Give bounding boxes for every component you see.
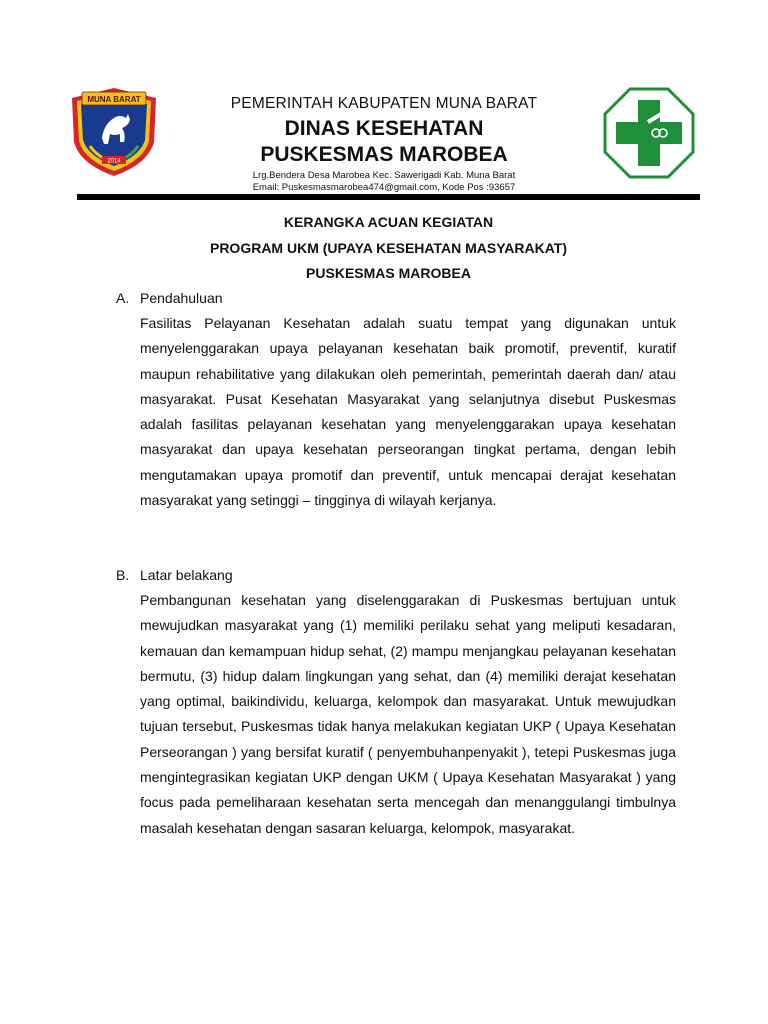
section-letter: B. xyxy=(116,567,130,583)
document-title xyxy=(77,210,700,287)
title-line-2: PROGRAM UKM (UPAYA KESEHATAN MASYARAKAT) xyxy=(209,239,568,256)
section-letter: A. xyxy=(116,290,130,306)
emblem-year-text: 2014 xyxy=(107,158,121,165)
title-line-1: KERANGKA ACUAN KEGIATAN xyxy=(283,214,494,230)
section-paragraph: Pembangunan kesehatan yang diselenggarakan di Puskesmas bertujuan untuk mewujudkan masyarakat yang (1) memiliki perilaku sehat yang meliputi kesadaran, kemauan dan kemampuan hidup sehat, (2) mampu menjangkau pelayanan kesehatan bermutu, (3) hidup dalam lingkungan yang sehat, dan (4) memiliki derajat kesehatan yang optimal, baikindividu, keluarga, kelompok dan masyarakat. Untuk mewujudkan tujuan tersebut, Puskesmas tidak hanya melakukan kegiatan UKP ( Upaya Kesehatan Perseorangan ) yang bersifat kuratif ( penyembuhanpenyakit ), tetepi Puskesmas juga mengintegrasikan kegiatan UKP dengan UKM ( Upaya Kesehatan Masyarakat ) yang focus pada pemeliharaan kesehatan serta mencegah dan menanggulangi timbulnya masalah kesehatan dengan sasaran keluarga, kelompok, masyarakat. xyxy=(140,592,676,836)
section-pendahuluan xyxy=(116,286,676,513)
department-name: DINAS KESEHATAN xyxy=(284,117,484,140)
government-name: PEMERINTAH KABUPATEN MUNA BARAT xyxy=(230,95,538,112)
section-latar-belakang xyxy=(116,563,676,841)
puskesmas-green-cross-icon xyxy=(602,86,696,180)
letterhead-block xyxy=(180,94,588,194)
section-title: Pendahuluan xyxy=(140,290,223,306)
puskesmas-name: PUSKESMAS MAROBEA xyxy=(260,143,508,166)
emblem-banner-text: MUNA BARAT xyxy=(87,95,141,104)
letterhead-divider xyxy=(77,194,700,200)
section-heading xyxy=(116,563,676,588)
contact-line: Email: Puskesmasmarobea474@gmail.com, Kode Pos :93657 xyxy=(252,182,516,193)
section-title: Latar belakang xyxy=(140,567,233,583)
title-line-3: PUSKESMAS MAROBEA xyxy=(306,265,471,281)
address-line: Lrg.Bendera Desa Marobea Kec. Sawerigadi Kab. Muna Barat xyxy=(252,170,516,181)
section-paragraph: Fasilitas Pelayanan Kesehatan adalah suatu tempat yang digunakan untuk menyelenggarakan upaya pelayanan kesehatan baik promotif, preventif, kuratif maupun rehabilitative yang dilakukan oleh pemerintah, pemerintah daerah dan/ atau masyarakat. Pusat Kesehatan Masyarakat yang selanjutnya disebut Puskesmas adalah fasilitas pelayanan kesehatan yang menyelenggarakan upaya kesehatan masyarakat dan upaya kesehatan perseorangan tingkat pertama, dengan lebih mengutamakan upaya promotif dan preventif, untuk mencapai derajat kesehatan masyarakat yang setinggi – tingginya di wilayah kerjanya. xyxy=(140,315,676,509)
muna-barat-regency-emblem-icon xyxy=(68,84,160,180)
section-heading xyxy=(116,286,676,311)
